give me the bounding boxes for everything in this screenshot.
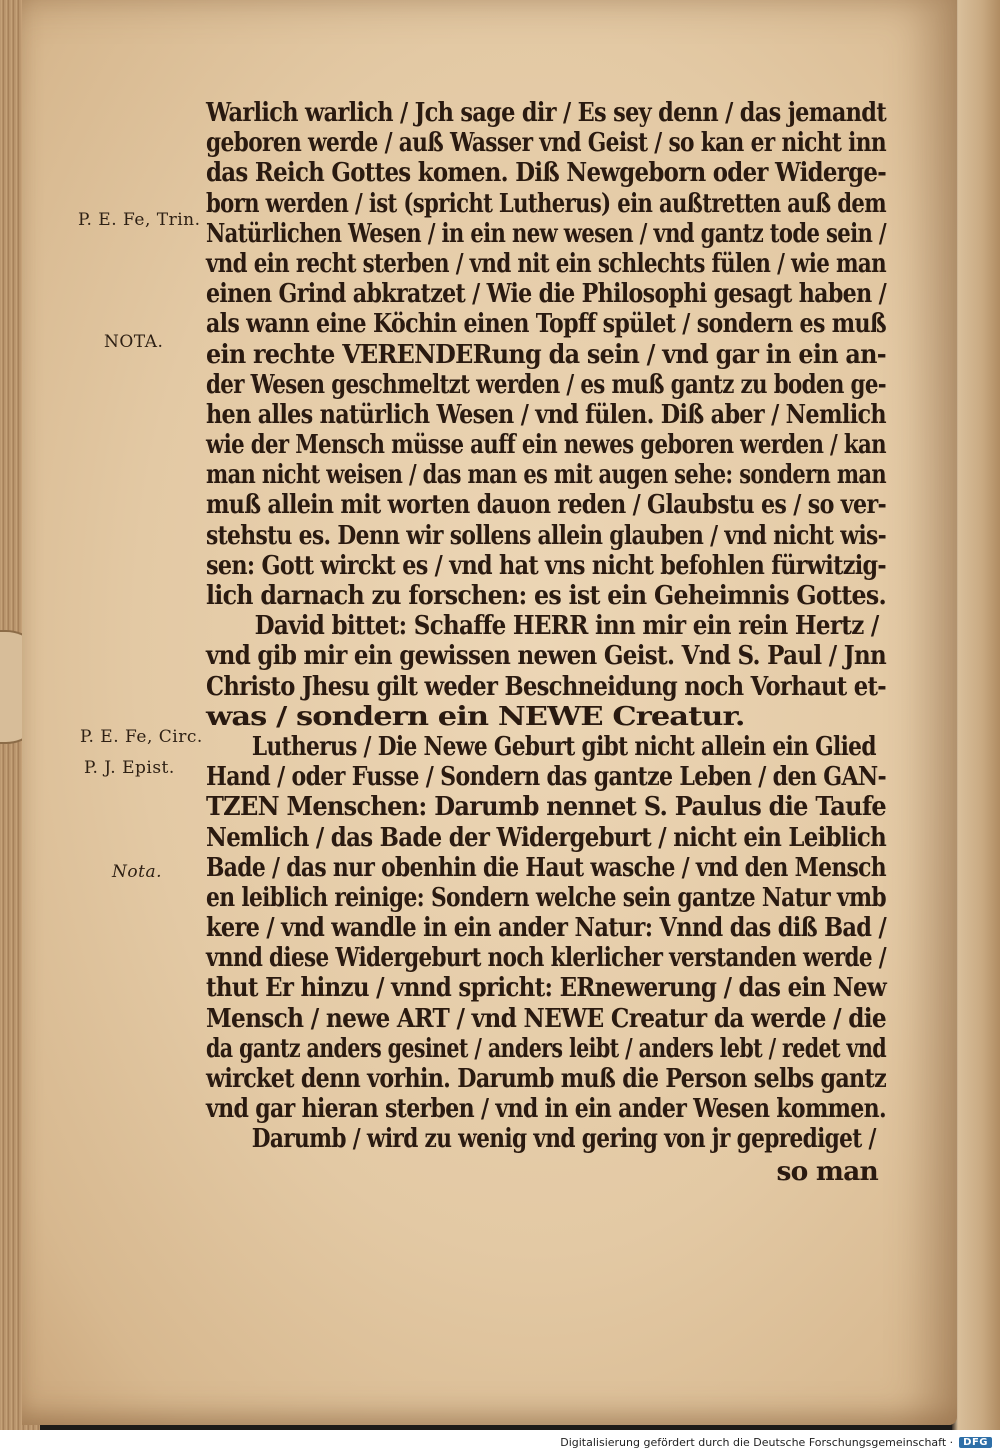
text-line: da gantz anders gesinet / anders leibt / anders lebt / redet vnd (206, 1032, 886, 1064)
text-line: thut Er hinzu / vnnd spricht: ERnewerung / das ein New (206, 972, 886, 1004)
text-line: vnd ein recht sterben / vnd nit ein schlechts fülen / wie man (206, 247, 886, 279)
text-line: wircket denn vorhin. Darumb muß die Person selbs gantz (206, 1063, 886, 1094)
text-line: was / sondern ein NEWE Creatur. (206, 700, 745, 732)
catchword: so man (776, 1155, 878, 1187)
text-line: en leiblich reinige: Sondern welche sein gantze Natur vmb (206, 881, 886, 913)
text-line: David bittet: Schaffe HERR inn mir ein rein Hertz / (254, 610, 879, 642)
margin-note-nota-lower: Nota. (112, 862, 162, 882)
text-line: TZEN Menschen: Darumb nennet S. Paulus die Taufe (206, 791, 886, 823)
text-line: Bade / das nur obenhin die Haut wasche / vnd den Mensch (206, 851, 886, 883)
text-line: Nemlich / das Bade der Widergeburt / nicht ein Leiblich (206, 821, 886, 853)
text-line: vnd gib mir ein gewissen newen Geist. Vnd S. Paul / Jnn (206, 640, 886, 672)
text-line: vnd gar hieran sterben / vnd in ein ander Wesen kommen. (206, 1093, 886, 1125)
body-text (206, 98, 886, 1187)
text-line: geboren werde / auß Wasser vnd Geist / so kan er nicht inn (206, 127, 886, 159)
text-line: Lutherus / Die Newe Geburt gibt nicht allein ein Glied (251, 730, 876, 762)
text-line: Mensch / newe ART / vnd NEWE Creatur da werde / die (206, 1002, 886, 1034)
margin-note-epist: P. J. Epist. (84, 758, 175, 778)
footer-band (0, 1430, 1000, 1454)
text-line: Christo Jhesu gilt weder Beschneidung noch Vorhaut et- (206, 670, 886, 702)
margin-note-trin: P. E. Fe, Trin. (78, 210, 201, 230)
text-line: wie der Mensch müsse auff ein newes geboren werden / kan (206, 429, 886, 461)
text-line: lich darnach zu forschen: es ist ein Geheimnis Gottes. (206, 580, 886, 611)
text-line: Natürlichen Wesen / in ein new wesen / vnd gantz tode sein / (206, 217, 886, 249)
text-line: das Reich Gottes komen. Diß Newgeborn oder Widerge- (206, 157, 886, 189)
text-line: einen Grind abkratzet / Wie die Philosophi gesagt haben / (206, 278, 886, 310)
text-line: Darumb / wird zu wenig vnd gering von jr geprediget / (251, 1123, 876, 1155)
text-line: stehstu es. Denn wir sollens allein glauben / vnd nicht wis- (206, 519, 886, 551)
funding-notice: Digitalisierung gefördert durch die Deutsche Forschungsgemeinschaft · (560, 1435, 954, 1449)
text-line: als wann eine Köchin einen Topff spület / sondern es muß (206, 308, 886, 340)
text-line: Hand / oder Fusse / Sondern das gantze Leben / den GAN- (206, 761, 886, 793)
dfg-logo: DFG (959, 1437, 992, 1448)
text-line: der Wesen geschmeltzt werden / es muß gantz zu boden ge- (206, 368, 886, 400)
margin-note-circ: P. E. Fe, Circ. (80, 727, 203, 747)
text-line: Warlich warlich / Jch sage dir / Es sey denn / das jemandt (206, 97, 886, 128)
text-line: sen: Gott wirckt es / vnd hat vns nicht befohlen fürwitzig- (206, 549, 886, 581)
margin-note-nota: NOTA. (104, 332, 164, 352)
text-line: vnnd diese Widergeburt noch klerlicher verstanden werde / (206, 942, 886, 974)
text-line: born werden / ist (spricht Lutherus) ein außtretten auß dem (206, 187, 886, 219)
text-line: muß allein mit worten dauon reden / Glaubstu es / so ver- (206, 489, 886, 521)
text-line: hen alles natürlich Wesen / vnd fülen. Diß aber / Nemlich (206, 398, 886, 430)
text-line: man nicht weisen / das man es mit augen sehe: sondern man (206, 459, 886, 491)
text-line: kere / vnd wandle in ein ander Natur: Vnnd das diß Bad / (206, 912, 886, 944)
text-line: ein rechte VERENDERung da sein / vnd gar in ein an- (206, 338, 886, 370)
